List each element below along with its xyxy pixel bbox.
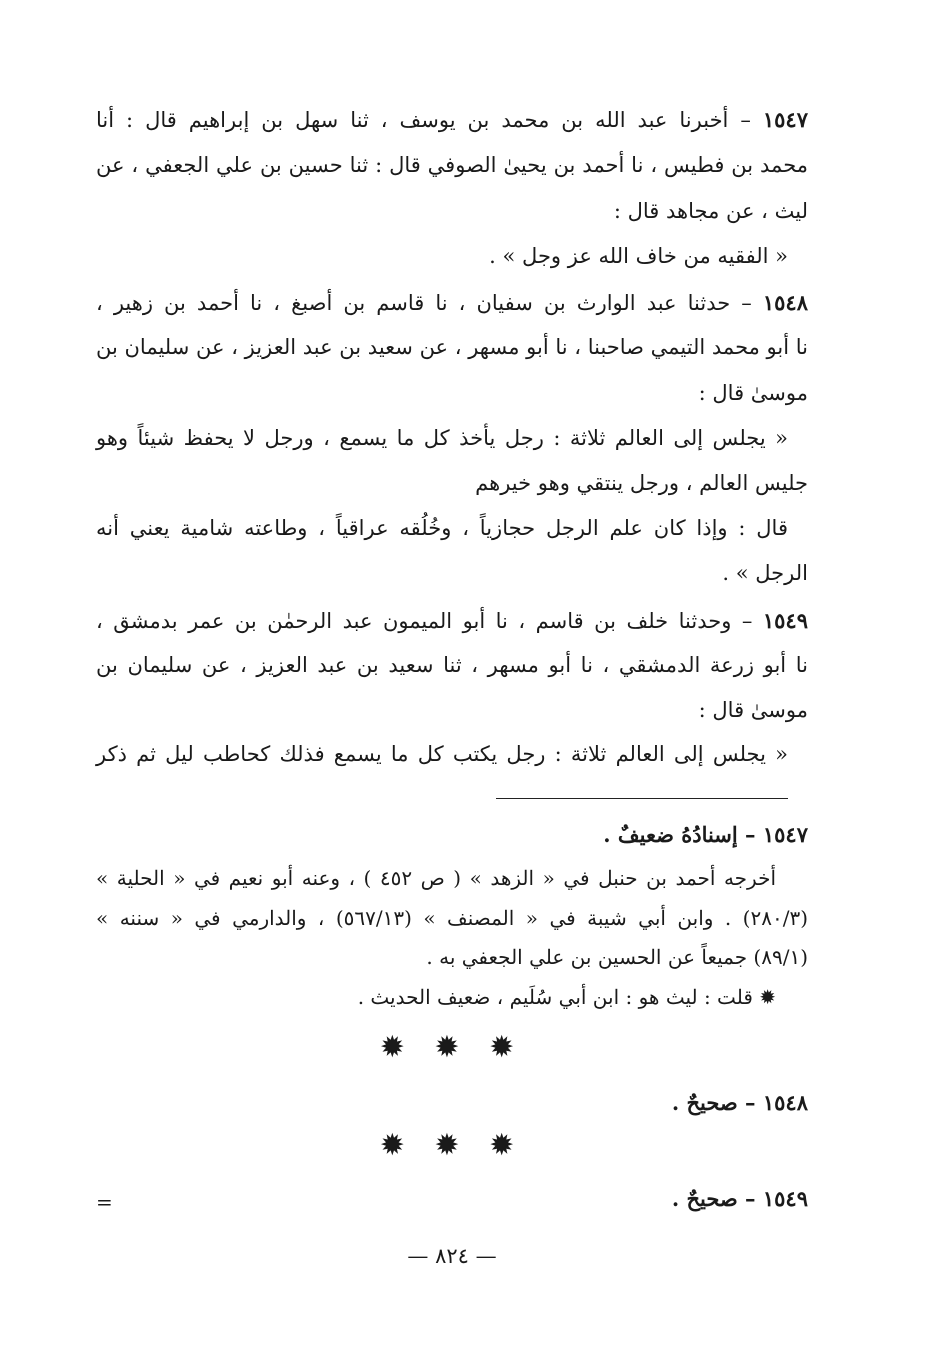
hadith-1548-line-2: نا أبو محمد التيمي صاحبنا ، نا أبو مسهر ، عن سعيد بن عبد العزيز ، عن سليمان بن [96, 335, 808, 359]
footnote-1547-line-3: (٨٩/١) جميعاً عن الحسين بن علي الجعفي به . [426, 945, 808, 969]
hadith-1548-quote-1: « يجلس إلى العالم ثلاثة : رجل يأخذ كل ما يسمع ، ورجل لا يحفظ شيئاً وهو [96, 426, 788, 450]
hadith-number: ١٥٤٨ [762, 290, 808, 315]
hadith-1547-line-2: محمد بن فطيس ، نا أحمد بن يحيىٰ الصوفي قال : ثنا حسين بن علي الجعفي ، عن [96, 153, 808, 177]
hadith-text: – حدثنا عبد الوارث بن سفيان ، نا قاسم بن أصبغ ، نا أحمد بن زهير ، [96, 291, 752, 315]
hadith-1549-line-2: نا أبو زرعة الدمشقي ، نا أبو مسهر ، ثنا سعيد بن عبد العزيز ، عن سليمان بن [96, 653, 808, 677]
footnote-1547-heading: ١٥٤٧ – إسنادُهُ ضعيفٌ . [603, 822, 808, 847]
footnote-separator [496, 798, 788, 799]
hadith-1547-quote: « الفقيه من خاف الله عز وجل » . [489, 244, 788, 268]
hadith-1548-line-3: موسىٰ قال : [698, 381, 808, 405]
page-number: — ٨٢٤ — [407, 1244, 497, 1268]
hadith-number: ١٥٤٧ [762, 107, 808, 132]
hadith-1549-line-3: موسىٰ قال : [698, 698, 808, 722]
hadith-1548-quote-2: جليس العالم ، ورجل ينتقي وهو خيرهم [475, 471, 808, 495]
hadith-text: – وحدثنا خلف بن قاسم ، نا أبو الميمون عبد الرحمٰن بن عمر بدمشق ، [96, 609, 753, 633]
separator-stars: ✹ ✹ ✹ [379, 1030, 525, 1065]
hadith-1548-line-1 [96, 290, 808, 315]
continuation-mark: = [96, 1190, 113, 1214]
separator-stars: ✹ ✹ ✹ [379, 1128, 525, 1163]
footnote-1547-line-2: (٢٨٠/٣) . وابن أبي شيبة في « المصنف » (٥٦٧/١٣) ، والدارمي في « سننه » [96, 906, 809, 930]
hadith-1549-line-1 [96, 608, 808, 633]
footnote-1547-line-1: أخرجه أحمد بن حنبل في « الزهد » ( ص ٤٥٢ ) ، وعنه أبو نعيم في « الحلية » [96, 866, 776, 890]
hadith-1548-quote-3: قال : وإذا كان علم الرجل حجازياً ، وخُلُقه عراقياً ، وطاعته شامية يعني أنه [96, 516, 788, 540]
footnote-1548: ١٥٤٨ – صحيحٌ . [671, 1090, 808, 1115]
hadith-number: ١٥٤٩ [762, 608, 808, 633]
hadith-1549-quote: « يجلس إلى العالم ثلاثة : رجل يكتب كل ما يسمع فذلك كحاطب ليل ثم ذكر [96, 742, 788, 766]
footnote-1547-note: ✹ قلت : ليث هو : ابن أبي سُلَيم ، ضعيف الحديث . [357, 985, 776, 1009]
hadith-1548-quote-4: الرجل » . [722, 561, 808, 585]
footnote-1549: ١٥٤٩ – صحيحٌ . [671, 1186, 808, 1211]
hadith-text: – أخبرنا عبد الله بن محمد بن يوسف ، ثنا سهل بن إبراهيم قال : أنا [96, 108, 751, 132]
hadith-1547-line-3: ليث ، عن مجاهد قال : [613, 199, 808, 223]
book-page [96, 0, 808, 1357]
hadith-1547-line-1 [96, 107, 808, 132]
